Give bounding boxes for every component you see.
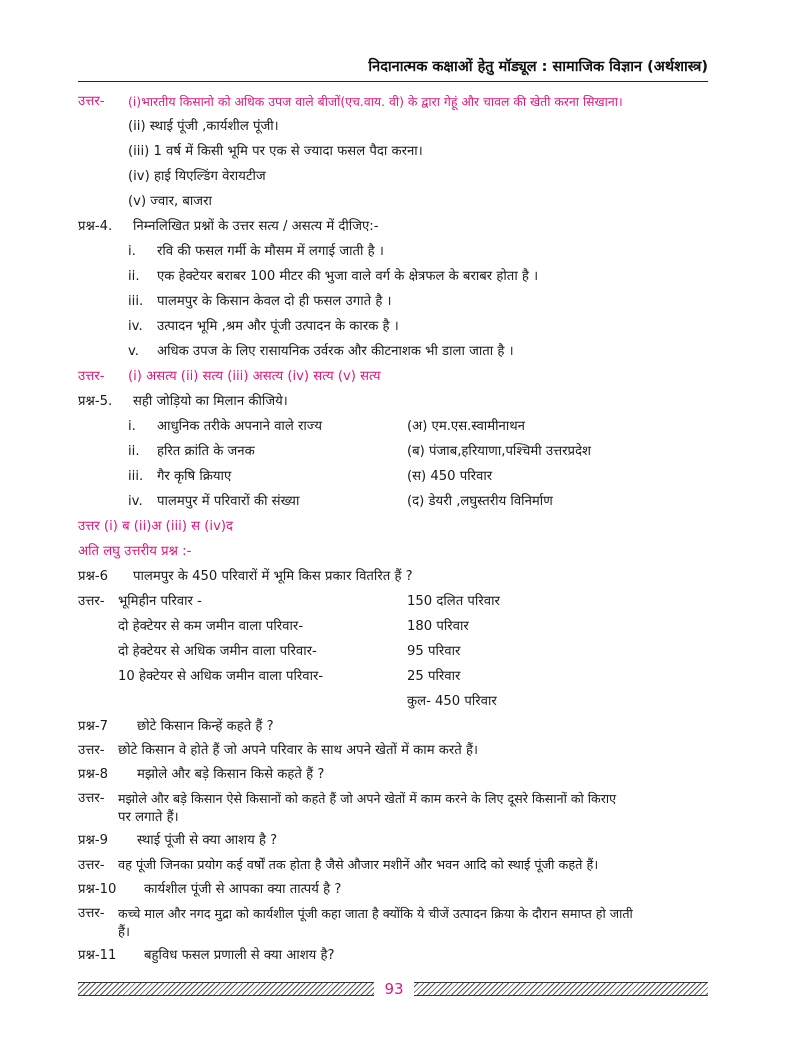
page-header	[78, 55, 708, 82]
q4-text: निम्नलिखित प्रश्नों के उत्तर सत्य / असत्य में दीजिए:-	[133, 219, 379, 234]
q6-row-left: 10 हेक्टेयर से अधिक जमीन वाला परिवार-	[118, 669, 324, 684]
q4-item-text: रवि की फसल गर्मी के मौसम में लगाई जाती है ।	[157, 244, 384, 259]
q8-answer-continued: पर लगाते हैं।	[118, 810, 179, 825]
q8-answer: मझोले और बड़े किसान ऐसे किसानों को कहते हैं जो अपने खेतों में काम करने के लिए दूसरे किसानों को किराए	[118, 791, 617, 806]
q4-item-number: v.	[128, 344, 139, 359]
q5-item-right: (ब) पंजाब,हरियाणा,पश्चिमी उत्तरप्रदेश	[407, 444, 592, 459]
q4-label: प्रश्न-4.	[78, 219, 113, 234]
q11-label: प्रश्न-11	[78, 948, 117, 963]
q5-item-number: iv.	[128, 494, 143, 509]
q5-item-right: (द) डेयरी ,लघुस्तरीय विनिर्माण	[407, 494, 553, 509]
q3-answer-label: उत्तर-	[78, 94, 105, 109]
q6-total: कुल- 450 परिवार	[407, 694, 497, 709]
q5-item-left: हरित क्रांति के जनक	[157, 444, 255, 459]
q6-row-left: दो हेक्टेयर से अधिक जमीन वाला परिवार-	[118, 644, 317, 659]
q9-answer-label: उत्तर-	[78, 858, 105, 873]
q6-answer-label: उत्तर-	[78, 594, 105, 609]
q6-row-right: 180 परिवार	[407, 619, 469, 634]
q4-item-text: पालमपुर के किसान केवल दो ही फसल उगाते है ।	[157, 294, 392, 309]
q9-text: स्थाई पूंजी से क्या आशय है ?	[137, 833, 278, 848]
q5-item-number: ii.	[128, 444, 140, 459]
q5-answer: उत्तर (i) ब (ii)अ (iii) स (iv)द	[78, 519, 234, 534]
q4-item-number: ii.	[128, 269, 140, 284]
q4-item-number: iii.	[128, 294, 144, 309]
q7-label: प्रश्न-7	[78, 719, 108, 734]
q4-item-text: उत्पादन भूमि ,श्रम और पूंजी उत्पादन के कारक है ।	[157, 319, 399, 334]
q10-answer-label: उत्तर-	[78, 906, 105, 921]
q10-answer-continued: हैं।	[118, 925, 131, 940]
q5-label: प्रश्न-5.	[78, 394, 113, 409]
q5-item-left: पालमपुर में परिवारों की संख्या	[157, 494, 300, 509]
q4-item-number: i.	[128, 244, 136, 259]
q4-answer: (i) असत्य (ii) सत्य (iii) असत्य (iv) सत्य (v) सत्य	[128, 369, 381, 384]
q6-row-left: दो हेक्टेयर से कम जमीन वाला परिवार-	[118, 619, 304, 634]
q3-answer-line: (i)भारतीय किसानो को अधिक उपज वाले बीजों(एच.वाय. वी) के द्वारा गेहूं और चावल की खेती करना सिखाना।	[128, 94, 623, 109]
q5-item-left: गैर कृषि क्रियाए	[157, 469, 232, 484]
q6-label: प्रश्न-6	[78, 569, 108, 584]
q8-answer-label: उत्तर-	[78, 791, 105, 806]
q11-text: बहुविध फसल प्रणाली से क्या आशय है?	[144, 948, 335, 963]
q5-item-right: (स) 450 परिवार	[407, 469, 493, 484]
section-heading: अति लघु उत्तरीय प्रश्न :-	[78, 544, 192, 559]
q4-answer-label: उत्तर-	[78, 369, 105, 384]
q7-answer-label: उत्तर-	[78, 743, 105, 758]
q9-label: प्रश्न-9	[78, 833, 108, 848]
q5-text: सही जोड़ियो का मिलान कीजिये।	[133, 394, 288, 409]
q5-item-left: आधुनिक तरीके अपनाने वाले राज्य	[157, 419, 322, 434]
q6-row-left: भूमिहीन परिवार -	[118, 594, 202, 609]
q4-item-number: iv.	[128, 319, 143, 334]
q3-answer-line: (iii) 1 वर्ष में किसी भूमि पर एक से ज्यादा फसल पैदा करना।	[128, 144, 423, 159]
q7-text: छोटे किसान किन्हें कहते हैं ?	[137, 719, 274, 734]
q3-answer-line: (ii) स्थाई पूंजी ,कार्यशील पूंजी।	[128, 119, 279, 134]
header-title: निदानात्मक कक्षाओं हेतु मॉड्यूल : सामाजिक विज्ञान (अर्थशास्त्र)	[368, 59, 708, 75]
q6-row-right: 25 परिवार	[407, 669, 461, 684]
q5-item-number: i.	[128, 419, 136, 434]
q6-row-right: 95 परिवार	[407, 644, 461, 659]
q3-answer-line: (v) ज्वार, बाजरा	[128, 194, 212, 209]
q9-answer: वह पूंजी जिनका प्रयोग कई वर्षों तक होता है जैसे औजार मशीनें और भवन आदि को स्थाई पूंजी कहते हैं।	[118, 858, 599, 873]
q8-label: प्रश्न-8	[78, 767, 108, 782]
q10-answer: कच्चे माल और नगद मुद्रा को कार्यशील पूंजी कहा जाता है क्योंकि ये चीजें उत्पादन क्रिया के दौरान समाप्त हो जाती	[118, 906, 633, 921]
q10-label: प्रश्न-10	[78, 882, 117, 897]
q4-item-text: एक हेक्टेयर बराबर 100 मीटर की भुजा वाले वर्ग के क्षेत्रफल के बराबर होता है ।	[157, 269, 539, 284]
q5-item-number: iii.	[128, 469, 144, 484]
page-number: 93	[374, 978, 414, 1000]
q5-item-right: (अ) एम.एस.स्वामीनाथन	[407, 419, 525, 434]
q3-answer-line: (iv) हाई यिएल्डिंग वेरायटीज	[128, 169, 266, 184]
q6-text: पालमपुर के 450 परिवारों में भूमि किस प्रकार वितरित हैं ?	[133, 569, 413, 584]
q7-answer: छोटे किसान वे होते हैं जो अपने परिवार के साथ अपने खेतों में काम करते हैं।	[118, 743, 479, 758]
q6-row-right: 150 दलित परिवार	[407, 594, 500, 609]
q10-text: कार्यशील पूंजी से आपका क्या तात्पर्य है ?	[144, 882, 342, 897]
q8-text: मझोले और बड़े किसान किसे कहते हैं ?	[137, 767, 325, 782]
q4-item-text: अधिक उपज के लिए रासायनिक उर्वरक और कीटनाशक भी डाला जाता है ।	[157, 344, 514, 359]
